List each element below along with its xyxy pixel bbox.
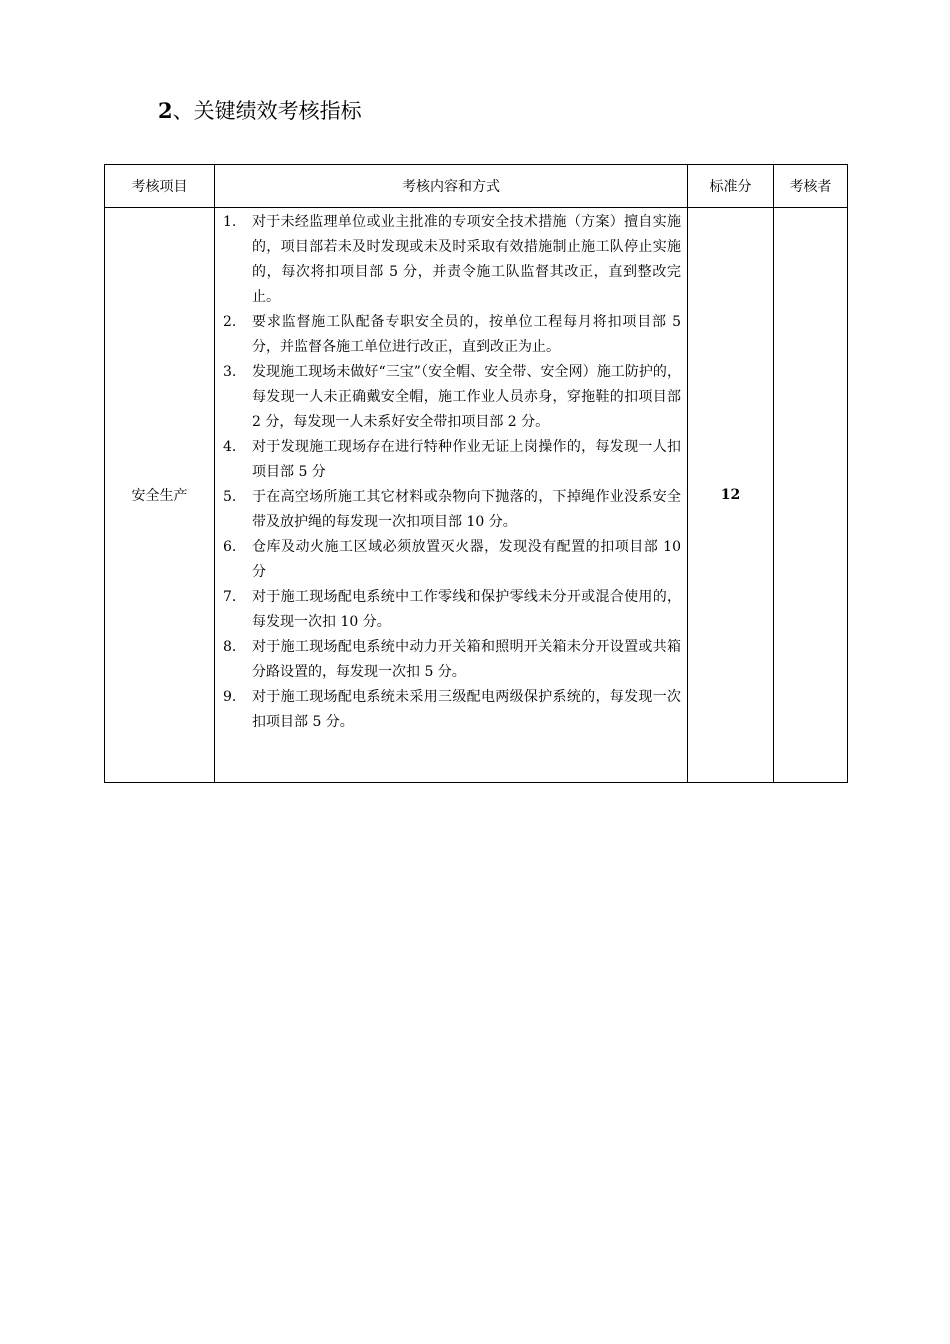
rule-item xyxy=(223,310,681,360)
rule-number: 3. xyxy=(223,364,237,380)
rule-text: 对于施工现场配电系统中工作零线和保护零线未分开或混合使用的，每发现一次扣 10 分。 xyxy=(252,589,681,630)
rule-item xyxy=(223,585,681,635)
rule-number: 5. xyxy=(223,489,237,505)
item-cell: 安全生产 xyxy=(105,208,215,783)
rule-item xyxy=(223,685,681,735)
table-header-row xyxy=(105,165,848,208)
rule-text: 仓库及动火施工区域必须放置灭火器，发现没有配置的扣项目部 10 分 xyxy=(252,539,681,580)
rule-number: 4. xyxy=(223,439,237,455)
content-cell xyxy=(215,208,688,783)
kpi-table xyxy=(104,164,848,783)
rule-text: 发现施工现场未做好“三宝”（安全帽、安全带、安全网）施工防护的，每发现一人未正确戴安全帽，施工作业人员赤身，穿拖鞋的扣项目部 2 分，每发现一人未系好安全带扣项目部 2 分。 xyxy=(252,364,681,430)
rule-number: 8. xyxy=(223,639,237,655)
rule-text: 对于发现施工现场存在进行特种作业无证上岗操作的，每发现一人扣项目部 5 分 xyxy=(252,439,681,480)
rules-list xyxy=(223,210,681,735)
section-heading xyxy=(158,96,362,126)
rule-text: 对于施工现场配电系统未采用三级配电两级保护系统的，每发现一次扣项目部 5 分。 xyxy=(252,689,681,730)
rule-number: 6. xyxy=(223,539,237,555)
header-assessor: 考核者 xyxy=(774,165,848,208)
rule-text: 要求监督施工队配备专职安全员的，按单位工程每月将扣项目部 5 分，并监督各施工单位进行改正，直到改正为止。 xyxy=(252,314,681,355)
rule-number: 1. xyxy=(223,214,237,230)
rule-text: 于在高空场所施工其它材料或杂物向下抛落的，下掉绳作业没系安全带及放护绳的每发现一次扣项目部 10 分。 xyxy=(252,489,681,530)
header-content: 考核内容和方式 xyxy=(215,165,688,208)
rule-item xyxy=(223,485,681,535)
rule-item xyxy=(223,435,681,485)
rule-item xyxy=(223,535,681,585)
section-number: 2 xyxy=(158,98,173,123)
table-row xyxy=(105,208,848,783)
rule-number: 7. xyxy=(223,589,237,605)
header-item: 考核项目 xyxy=(105,165,215,208)
assessor-cell xyxy=(774,208,848,783)
header-score: 标准分 xyxy=(688,165,774,208)
rule-item xyxy=(223,635,681,685)
rule-text: 对于施工现场配电系统中动力开关箱和照明开关箱未分开设置或共箱分路设置的，每发现一次扣 5 分。 xyxy=(252,639,681,680)
score-cell: 12 xyxy=(688,208,774,783)
rule-item xyxy=(223,210,681,310)
rule-number: 9. xyxy=(223,689,237,705)
rule-item xyxy=(223,360,681,435)
rule-text: 对于未经监理单位或业主批准的专项安全技术措施（方案）擅自实施的，项目部若未及时发现或未及时采取有效措施制止施工队停止实施的，每次将扣项目部 5 分，并责令施工队监督其改正，直到整改完止。 xyxy=(252,214,681,305)
section-title: 、关键绩效考核指标 xyxy=(172,99,362,123)
rule-number: 2. xyxy=(223,314,237,330)
